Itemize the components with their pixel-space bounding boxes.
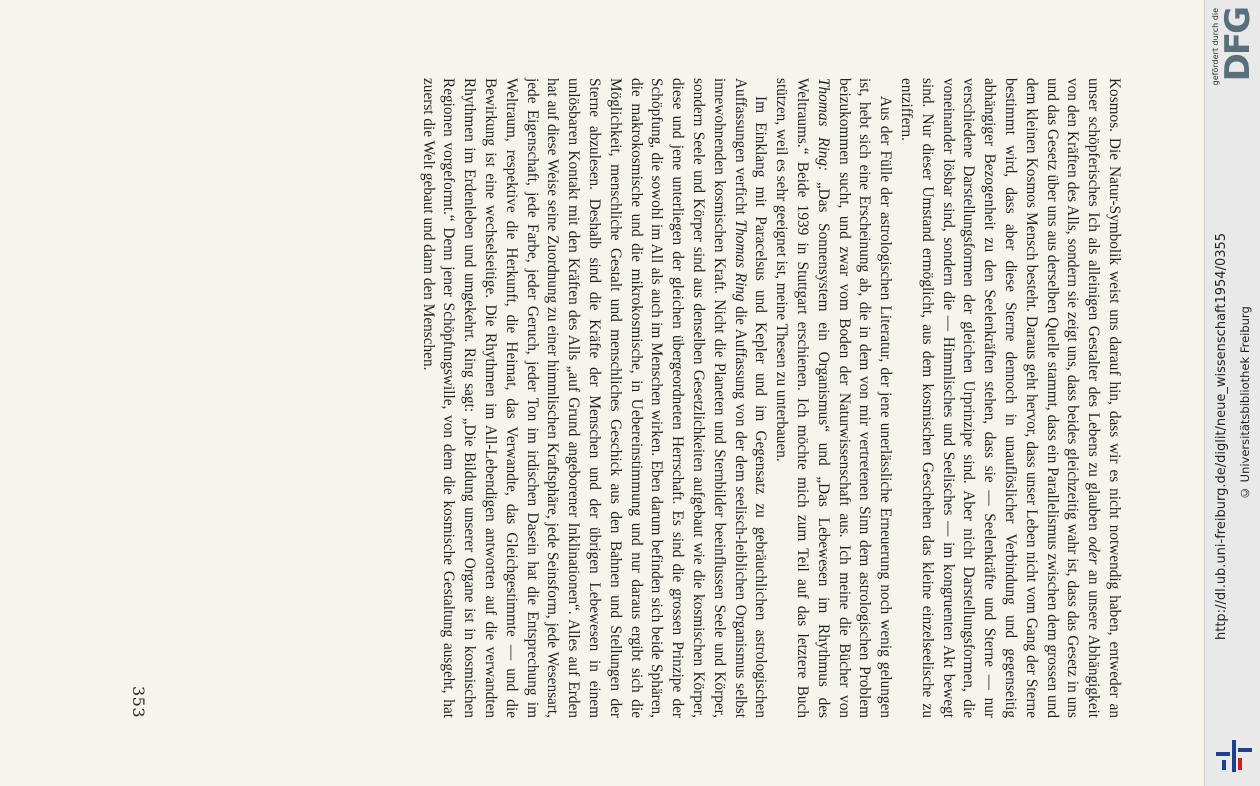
text-run: die Auffassung von der dem seelisch-leiblichen Organismus selbst innewohnenden kosmischen Kraft. Nicht die Planeten und Sternbilder beeinflussen Seele und Körper, sondern Seele und Körper sind aus denselben Gesetzlichkeiten aufgebaut wie die kosmischen Körper, diese und jene unterliegen der gleichen übergeordneten Herrschaft. Es sind die grossen Prinzipe der Schöpfung, die sowohl im All als auch im Menschen wirken. Eben darum befinden sich beide Sphären, die makrokosmische und die mikrokosmische, in Uebereinstimmung und nur daraus ergibt sich die Möglichkeit, menschliche Gestalt und menschliches Geschick aus den Bahnen und Stellungen der Sterne abzulesen. Deshalb sind die Kräfte der Menschen und der übrigen Lebewesen in einem unlösbaren Kontakt mit den Kräften des Alls „auf Grund angeborener Inklinationen“. Alles auf Erden hat auf diese Weise seine Zuordnung zu einer himmlischen Kraftsphäre, jede Seinsform, jede Wesensart, jede Eigenschaft, jede Farbe, jeder Geruch, jeder Ton im irdischen Dasein hat die Entsprechung im Weltraum, respektive die Herkunft, die Heimat, das Verwandte, das Gleichgestimmte — und die Bewirkung ist eine wechselseitige. Die Rhythmen im All-Lebendigen antworten auf die verwandten Rhythmen im Erdenleben und umgekehrt. Ring sagt: „Die Bildung unserer Organe ist in kosmischen Regionen vorgeformt.“ Denn jener Schöpfungswille, von dem die kosmische Gestaltung ausgeht, hat zuerst die Welt gebaut und dann den Menschen. <box>419 78 749 719</box>
emphasis-text: Thomas Ring <box>731 219 749 302</box>
body-text <box>417 78 1124 718</box>
text-run: Aus der Fülle der astrologischen Literatur, der jene unerlässliche Erneuerung noch wenig gelungen ist, hebt sich eine Erscheinung ab, die in dem von mir vertretenen Sinn dem astrologischen Problem beizukommen sucht, und zwar vom Boden der Naturwissenschaft aus. Ich meine die Bücher von <box>835 78 895 718</box>
copyright-notice: © Universitätsbibliothek Freiburg <box>1238 306 1252 500</box>
emphasis-text: Thomas Ring: <box>814 78 832 172</box>
paragraph <box>770 78 895 718</box>
page-number: 353 <box>129 685 148 718</box>
text-run: „Das Sonnensystem ein Organismus“ und „Das Lebewesen im Rhythmus des Weltraums.“ Beide 1939 in Stuttgart erschienen. Ich möchte mich zum Teil auf das letztere Buch stützen, weil es sehr geeignet ist, meine Thesen zu unterbauen. <box>773 78 832 718</box>
emphasis-text: oder <box>1085 536 1103 565</box>
paragraph <box>895 78 1124 718</box>
ub-freiburg-logo-icon <box>1212 736 1256 776</box>
text-run: an unsere Abhängigkeit von den Kräften des Alls, sondern sie zeigt uns, dass beides gleichzeitig wahr ist, dass das Gesetz in uns und das Gesetz über uns aus derselben Quelle stammt, dass ein Parallelismus zwischen dem grossen und dem kleinen Kosmos Mensch besteht. Daraus geht hervor, dass unser Leben nicht vom Gang der Sterne bestimmt wird, dass aber diese Sterne dennoch in unauflöslicher Verbindung und gegenseitig abhängiger Bezogenheit zu den Seelenkräften stehen, dass sie — Seelenkräfte und Sterne — nur verschiedene Darstellungsformen der gleichen Urprinzipe sind. Aber nicht Darstellungsformen, die voneinander lösbar sind, sondern die — Himmlisches und Seelisches — im kongruenten Akt bewegt sind. Nur dieser Umstand ermöglicht, aus dem kosmischen Geschehen das kleine einzelseelische zu entziffern. <box>898 78 1103 718</box>
dfg-caption: gefördert durch die <box>1211 8 1220 86</box>
source-url[interactable]: http://dl.ub.uni-freiburg.de/diglit/neue_wissenschaft1954/0355 <box>1214 232 1229 640</box>
paragraph <box>417 78 771 718</box>
dfg-wordmark: DFG <box>1218 8 1258 82</box>
text-run: Im Einklang mit Paracelsus und Kepler und im Gegensatz zu gebräuchlichen astrologischen Auffassungen verficht <box>731 78 770 718</box>
text-run: Kosmos. Die Natur-Symbolik weist uns darauf hin, dass wir es nicht notwendig haben, entweder an unser schöpferisches Ich als alleinigen Gestalter des Lebens zu glauben <box>1085 78 1123 718</box>
